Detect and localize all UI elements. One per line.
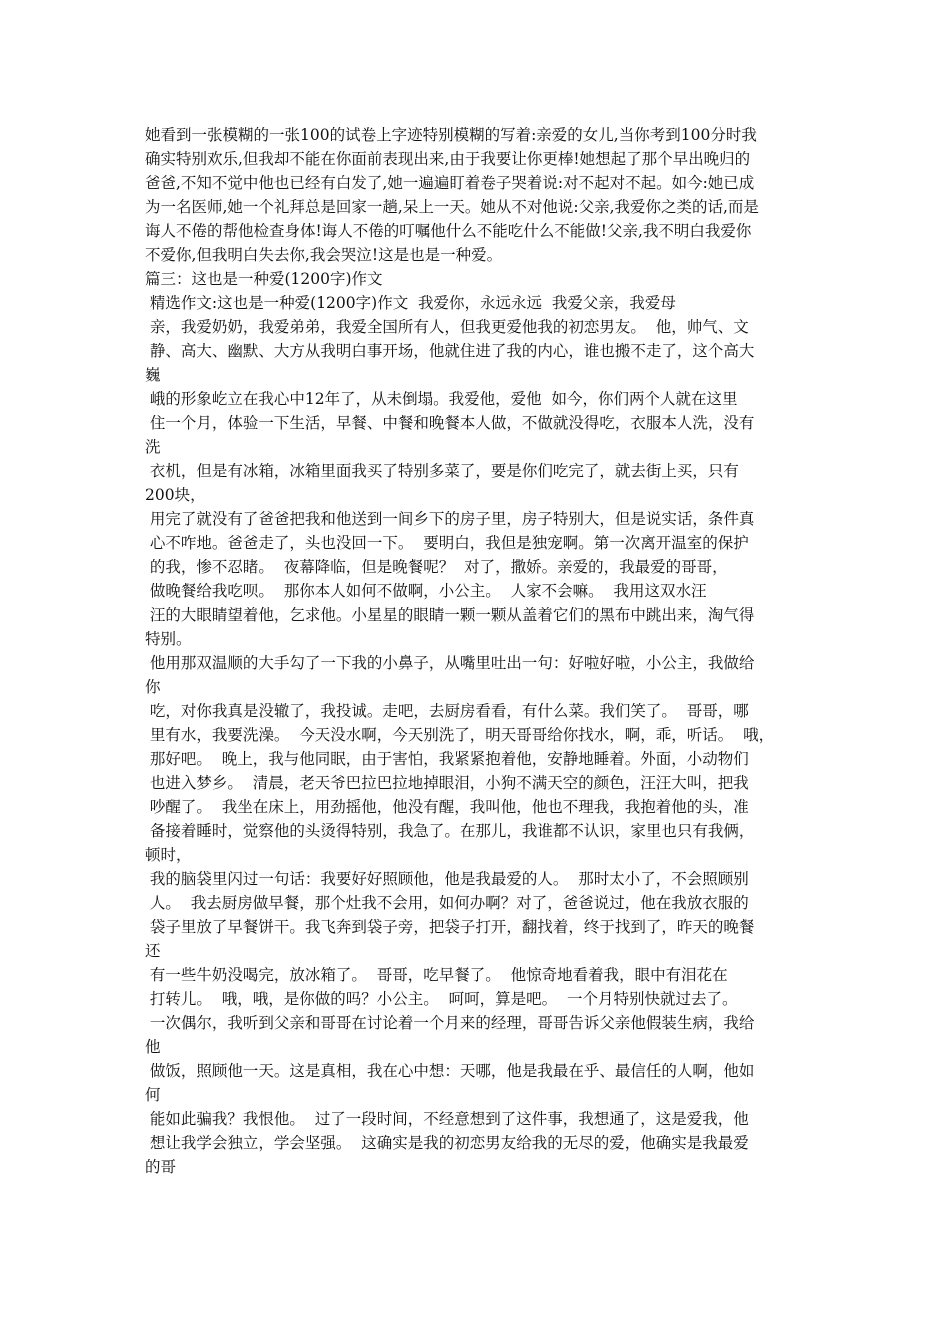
text-line: 打转儿。 哦，哦，是你做的吗？小公主。 呵呵，算是吧。 一个月特别快就过去了。 xyxy=(145,990,738,1008)
text-line: 的哥 xyxy=(145,1158,177,1176)
text-line: 做饭，照顾他一天。这是真相，我在心中想：天哪，他是我最在乎、最信任的人啊，他如 xyxy=(145,1062,755,1080)
text-line: 静、高大、幽默、大方从我明白事开场，他就住进了我的内心，谁也搬不走了，这个高大 xyxy=(145,342,755,360)
text-line: 巍 xyxy=(145,366,161,384)
section-heading: 篇三：这也是一种爱(1200字)作文 xyxy=(145,270,383,288)
text-line: 200块， xyxy=(145,486,206,504)
text-line: 特别。 xyxy=(145,630,192,648)
text-line: 我的脑袋里闪过一句话：我要好好照顾他，他是我最爱的人。 那时太小了，不会照顾别 xyxy=(145,870,749,888)
text-line: 想让我学会独立，学会坚强。 这确实是我的初恋男友给我的无尽的爱，他确实是我最爱 xyxy=(145,1134,749,1152)
text-line: 衣机，但是有冰箱，冰箱里面我买了特别多菜了，要是你们吃完了，就去街上买，只有 xyxy=(145,462,739,480)
text-line: 备接着睡时，觉察他的头烫得特别，我急了。在那儿，我谁都不认识，家里也只有我俩， xyxy=(145,822,755,840)
text-line: 也进入梦乡。 清晨，老天爷巴拉巴拉地掉眼泪，小狗不满天空的颜色，汪汪大叫，把我 xyxy=(145,774,749,792)
text-line: 你 xyxy=(145,678,161,696)
text-line: 一次偶尔，我听到父亲和哥哥在讨论着一个月来的经理，哥哥告诉父亲他假装生病，我给 xyxy=(145,1014,755,1032)
text-line: 有一些牛奶没喝完，放冰箱了。 哥哥，吃早餐了。 他惊奇地看着我，眼中有泪花在 xyxy=(145,966,728,984)
text-line: 心不咋地。爸爸走了，头也没回一下。 要明白，我但是独宠啊。第一次离开温室的保护 xyxy=(145,534,749,552)
text-line: 能如此骗我？我恨他。 过了一段时间，不经意想到了这件事，我想通了，这是爱我，他 xyxy=(145,1110,749,1128)
text-line: 吵醒了。 我坐在床上，用劲摇他，他没有醒，我叫他，他也不理我，我抱着他的头，准 xyxy=(145,798,749,816)
text-line: 诲人不倦的帮他检查身体!诲人不倦的叮嘱他什么不能吃什么不能做!父亲,我不明白我爱你 xyxy=(145,222,752,240)
text-line: 她看到一张模糊的一张100的试卷上字迹特别模糊的写着:亲爱的女儿,当你考到100分时我 xyxy=(145,126,757,144)
text-line: 洗 xyxy=(145,438,161,456)
text-line: 的我，惨不忍睹。 夜幕降临，但是晚餐呢？ 对了，撒娇。亲爱的，我最爱的哥哥， xyxy=(145,558,728,576)
text-line: 他用那双温顺的大手勾了一下我的小鼻子，从嘴里吐出一句：好啦好啦，小公主，我做给 xyxy=(145,654,755,672)
text-line: 他 xyxy=(145,1038,161,1056)
text-line: 峨的形象屹立在我心中12年了，从未倒塌。我爱他，爱他 如今，你们两个人就在这里 xyxy=(145,390,738,408)
text-line: 爸爸,不知不觉中他也已经有白发了,她一遍遍盯着卷子哭着说:对不起对不起。如今:她已成 xyxy=(145,174,755,192)
text-line: 做晚餐给我吃呗。 那你本人如何不做啊，小公主。 人家不会嘛。 我用这双水汪 xyxy=(145,582,707,600)
text-line: 那好吧。 晚上，我与他同眠，由于害怕，我紧紧抱着他，安静地睡着。外面，小动物们 xyxy=(145,750,749,768)
text-line: 何 xyxy=(145,1086,161,1104)
text-line: 用完了就没有了爸爸把我和他送到一间乡下的房子里，房子特别大，但是说实话，条件真 xyxy=(145,510,755,528)
text-line: 确实特别欢乐,但我却不能在你面前表现出来,由于我要让你更棒!她想起了那个早出晚归的 xyxy=(145,150,751,168)
text-line: 住一个月，体验一下生活，早餐、中餐和晚餐本人做，不做就没得吃，衣服本人洗，没有 xyxy=(145,414,755,432)
text-line: 不爱你,但我明白失去你,我会哭泣!这是也是一种爱。 xyxy=(145,246,503,264)
text-line: 精选作文:这也是一种爱(1200字)作文 我爱你，永远永远 我爱父亲，我爱母 xyxy=(145,294,676,312)
text-line: 为一名医师,她一个礼拜总是回家一趟,呆上一天。她从不对他说:父亲,我爱你之类的话,而是 xyxy=(145,198,759,216)
text-line: 汪的大眼睛望着他，乞求他。小星星的眼睛一颗一颗从盖着它们的黑布中跳出来，淘气得 xyxy=(145,606,755,624)
text-line: 吃，对你我真是没辙了，我投诚。走吧，去厨房看看，有什么菜。我们笑了。 哥哥，哪 xyxy=(145,702,749,720)
text-line: 还 xyxy=(145,942,161,960)
text-line: 袋子里放了早餐饼干。我飞奔到袋子旁，把袋子打开，翻找着，终于找到了，昨天的晚餐 xyxy=(145,918,755,936)
text-line: 里有水，我要洗澡。 今天没水啊，今天别洗了，明天哥哥给你找水，啊，乖，听话。 哦， xyxy=(145,726,775,744)
text-line: 顿时， xyxy=(145,846,192,864)
text-line: 亲，我爱奶奶，我爱弟弟，我爱全国所有人，但我更爱他我的初恋男友。 他，帅气、文 xyxy=(145,318,749,336)
text-line: 人。 我去厨房做早餐，那个灶我不会用，如何办啊？对了，爸爸说过，他在我放衣服的 xyxy=(145,894,749,912)
